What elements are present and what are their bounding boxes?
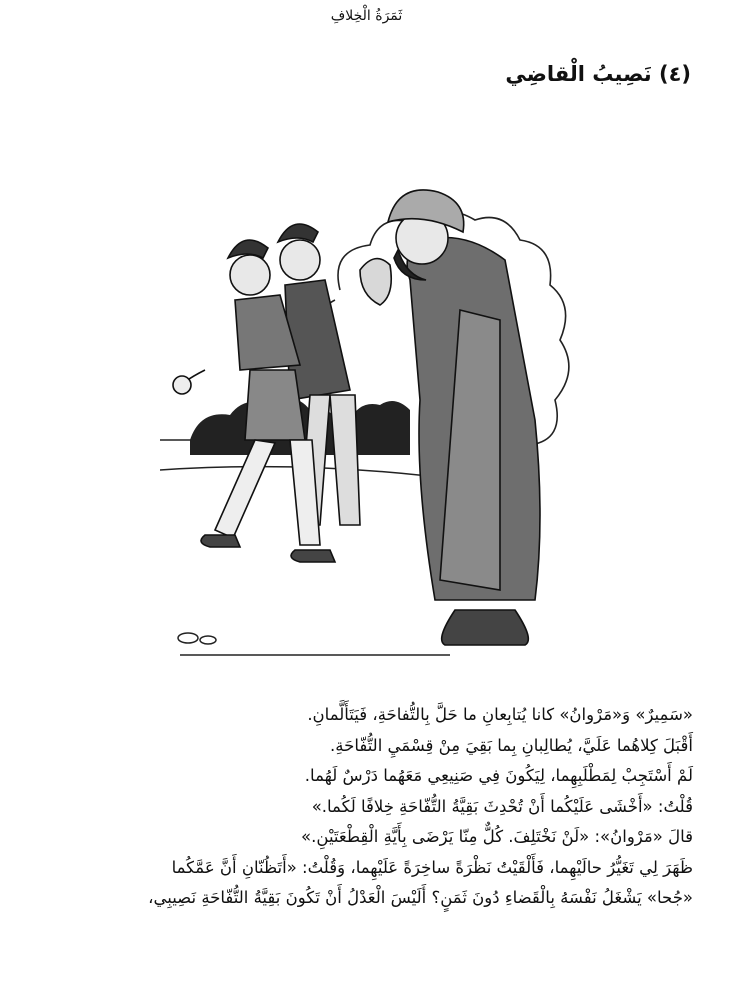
body-text	[40, 700, 693, 914]
text-line: ظَهَرَ لِي تَغَيُّرُ حالَيْهِما، فَأَلْقَيْتُ نَظْرَةً ساخِرَةً عَلَيْهِما، وَقُلْتُ: «أَتَظُنّانِ أَنَّ عَمَّكُما	[171, 857, 693, 877]
text-line: قُلْتُ: «أَخْشَى عَلَيْكُما أَنْ تُحْدِثَ بَقِيَّةُ التُّفّاحَةِ خِلافًا لَكُما.»	[311, 796, 693, 816]
text-line: قالَ «مَرْوانُ»: «لَنْ نَخْتَلِفَ. كُلٌّ مِنّا يَرْضَى بِأَيَّةِ الْقِطْعَتَيْنِ.»	[301, 827, 693, 846]
text-line: «سَمِيرٌ» وَ«مَرْوانُ» كانا يُتابِعانِ ما حَلَّ بِالتُّفاحَةِ، فَيَتَأَلَّمانِ.	[307, 705, 693, 724]
stones	[178, 633, 216, 644]
chapter-title: (٤) نَصِيبُ الْقاضِي	[505, 62, 691, 86]
text-line: «جُحا» يَشْغَلُ نَفْسَهُ بِالْقَضاءِ دُونَ ثَمَنٍ؟ أَلَيْسَ الْعَدْلُ أَنْ تَكُونَ بَقِيَّةُ التُّفّاحَةِ نَصِيبِي،	[148, 888, 693, 907]
text-line: لَمْ أَسْتَجِبْ لِمَطْلَبِهِما، لِيَكُونَ فِي صَنِيعِي مَعَهُما دَرْسٌ لَهُما.	[304, 766, 693, 785]
text-line: أَقْبَلَ كِلاهُما عَلَيَّ، يُطالِبانِ بِما بَقِيَ مِنْ قِسْمَيِ التُّفّاحَةِ.	[330, 735, 693, 755]
running-head: ثَمَرَةُ الْخِلافِ	[330, 8, 403, 24]
judge-and-two-boys-drawing	[160, 140, 580, 660]
